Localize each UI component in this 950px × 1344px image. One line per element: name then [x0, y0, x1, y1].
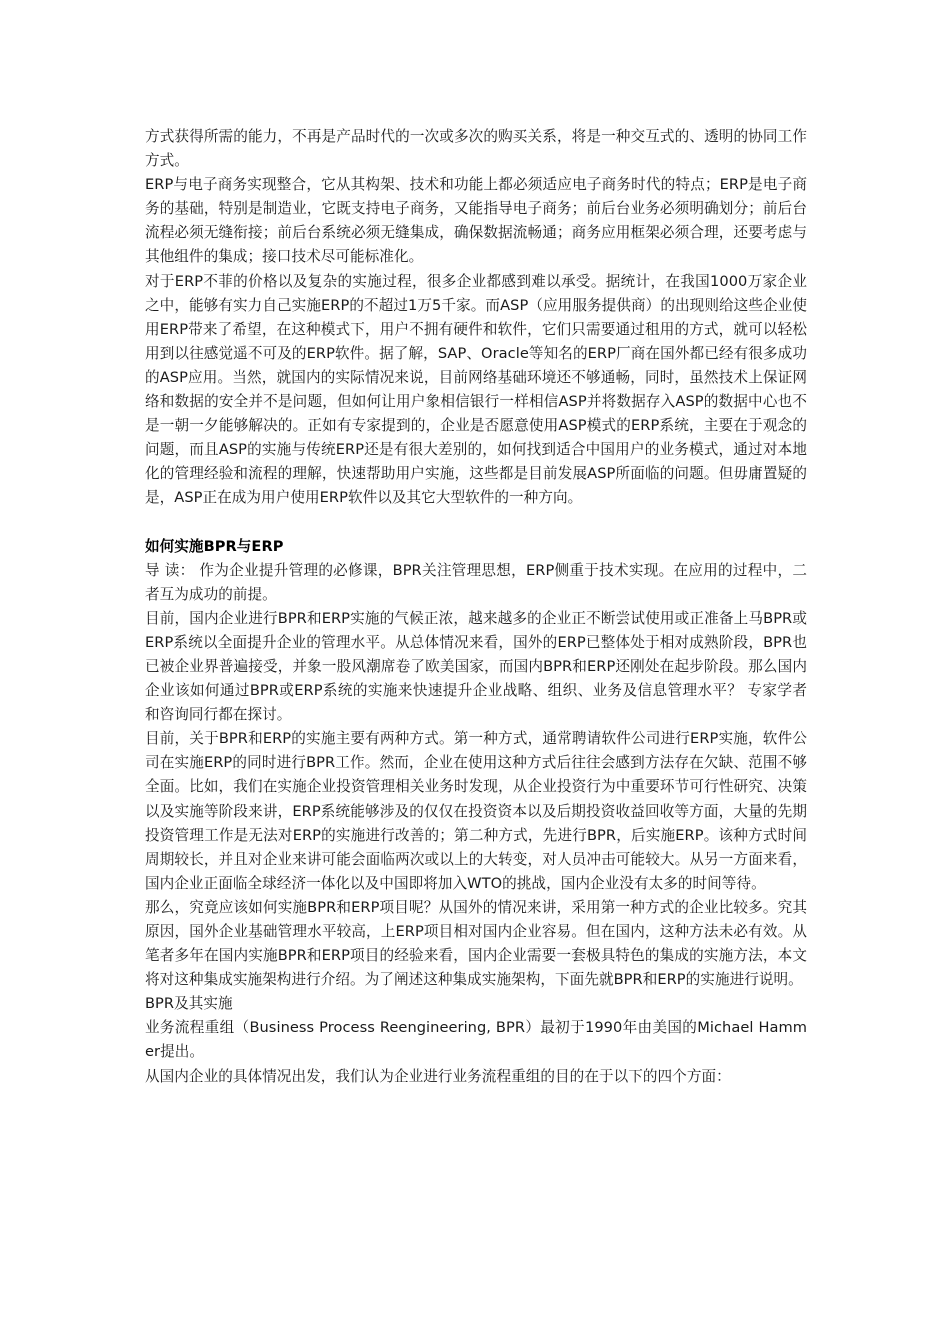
section-spacer	[145, 511, 807, 535]
paragraph: 那么，究竟应该如何实施BPR和ERP项目呢？从国外的情况来讲，采用第一种方式的企业比较多。究其原因，国外企业基础管理水平较高，上ERP项目相对国内企业容易。但在国内，这种方法未必有效。从笔者多年在国内实施BPR和ERP项目的经验来看，国内企业需要一套极具特色的集成的实施方法，本文将对这种集成实施架构进行介绍。为了阐述这种集成实施架构，下面先就BPR和ERP的实施进行说明。	[145, 898, 807, 989]
paragraph: ERP与电子商务实现整合，它从其构架、技术和功能上都必须适应电子商务时代的特点；ERP是电子商务的基础，特别是制造业，它既支持电子商务，又能指导电子商务；前后台业务必须明确划分；前后台流程必须无缝衔接；前后台系统必须无缝集成，确保数据流畅通；商务应用框架必须合理，还要考虑与其他组件的集成；接口技术尽可能标准化。	[145, 176, 807, 266]
paragraph: 目前，关于BPR和ERP的实施主要有两种方式。第一种方式，通常聘请软件公司进行ERP实施，软件公司在实施ERP的同时进行BPR工作。然而，企业在使用这种方式后往往会感到方法存在欠缺、范围不够全面。比如，我们在实施企业投资管理相关业务时发现，从企业投资行为中重要环节可行性研究、决策以及实施等阶段来讲，ERP系统能够涉及的仅仅在投资资本以及后期投资收益回收等方面，大量的先期投资管理工作是无法对ERP的实施进行改善的；第二种方式，先进行BPR，后实施ERP。该种方式时间周期较长，并且对企业来讲可能会面临两次或以上的大转变，对人员冲击可能较大。从另一方面来看，国内企业正面临全球经济一体化以及中国即将加入WTO的挑战，国内企业没有太多的时间等待。	[145, 730, 807, 892]
document-page	[145, 125, 807, 1089]
subheading-bpr: BPR及其实施	[145, 995, 233, 1013]
intro-paragraph: 导 读： 作为企业提升管理的必修课，BPR关注管理思想，ERP侧重于技术实现。在应用的过程中，二者互为成功的前提。	[145, 561, 807, 603]
paragraph: 方式获得所需的能力，不再是产品时代的一次或多次的购买关系，将是一种交互式的、透明的协同工作方式。	[145, 128, 807, 170]
paragraph: 从国内企业的具体情况出发，我们认为企业进行业务流程重组的目的在于以下的四个方面：	[145, 1067, 731, 1085]
paragraph: 业务流程重组（Business Process Reengineering, BPR）最初于1990年由美国的Michael Hammer提出。	[145, 1019, 807, 1061]
paragraph: 目前，国内企业进行BPR和ERP实施的气候正浓，越来越多的企业正不断尝试使用或正准备上马BPR或ERP系统以全面提升企业的管理水平。从总体情况来看，国外的ERP已整体处于相对成熟阶段，BPR也已被企业界普遍接受，并象一股风潮席卷了欧美国家，而国内BPR和ERP还刚处在起步阶段。那么国内企业该如何通过BPR或ERP系统的实施来快速提升企业战略、组织、业务及信息管理水平？ 专家学者和咨询同行都在探讨。	[145, 609, 807, 724]
section-heading: 如何实施BPR与ERP	[145, 537, 284, 555]
paragraph: 对于ERP不菲的价格以及复杂的实施过程，很多企业都感到难以承受。据统计，在我国1000万家企业之中，能够有实力自己实施ERP的不超过1万5千家。而ASP（应用服务提供商）的出现则给这些企业使用ERP带来了希望，在这种模式下，用户不拥有硬件和软件，它们只需要通过租用的方式，就可以轻松用到以往感觉遥不可及的ERP软件。据了解，SAP、Oracle等知名的ERP厂商在国外都已经有很多成功的ASP应用。当然，就国内的实际情况来说，目前网络基础环境还不够通畅，同时，虽然技术上保证网络和数据的安全并不是问题，但如何让用户象相信银行一样相信ASP并将数据存入ASP的数据中心也不是一朝一夕能够解决的。正如有专家提到的，企业是否愿意使用ASP模式的ERP系统，主要在于观念的问题，而且ASP的实施与传统ERP还是有很大差别的，如何找到适合中国用户的业务模式，通过对本地化的管理经验和流程的理解，快速帮助用户实施，这些都是目前发展ASP所面临的问题。但毋庸置疑的是，ASP正在成为用户使用ERP软件以及其它大型软件的一种方向。	[145, 272, 807, 507]
